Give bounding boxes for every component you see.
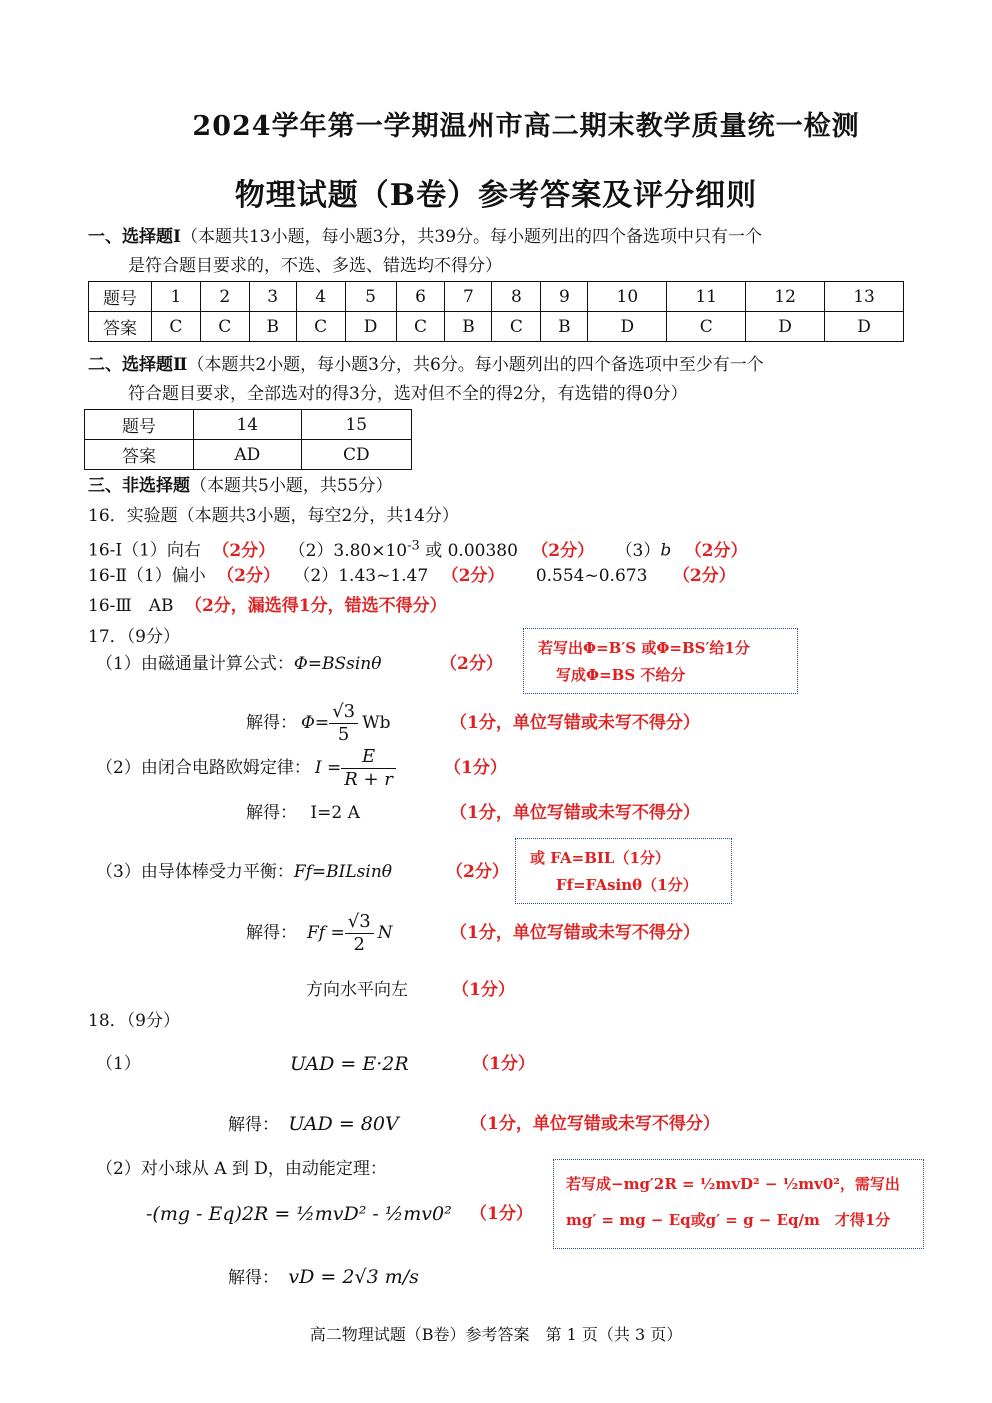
answer-cell: D xyxy=(345,312,396,342)
q16-part1-line xyxy=(88,535,748,562)
section1-heading: 一、选择题Ⅰ xyxy=(88,227,181,247)
q16-p2-score2: （2分） xyxy=(441,566,505,586)
q17-l3-text: （2）由闭合电路欧姆定律： xyxy=(96,758,311,778)
q16-p2-c: 0.554~0.673 xyxy=(535,566,648,586)
section2-heading: 二、选择题Ⅱ xyxy=(88,355,188,375)
row-label-answer: 答案 xyxy=(89,312,152,342)
question-number-cell: 7 xyxy=(445,282,492,312)
q17-l5-score: （2分） xyxy=(446,862,509,882)
q16-part2-line xyxy=(88,565,736,587)
q18-l1-score: （1分） xyxy=(472,1054,535,1074)
answer-cell: C xyxy=(200,312,249,342)
q17-l4-formula: I=2 A xyxy=(310,803,360,823)
table-row-questions xyxy=(85,410,412,440)
answer-cell: B xyxy=(249,312,296,342)
q17-box1-line1: 若写出Φ=B′S 或Φ=BS′给1分 xyxy=(538,639,750,657)
q17-l7-text: 方向水平向左 xyxy=(306,980,408,1000)
section2-desc-line1 xyxy=(88,354,764,376)
q17-line6 xyxy=(246,904,393,962)
q17-l1-score: （2分） xyxy=(440,654,503,674)
q17-l2-prefix: 解得： xyxy=(246,713,297,733)
question-number-cell: 3 xyxy=(249,282,296,312)
q18-l3-text: （2）对小球从 A 到 D，由动能定理： xyxy=(96,1159,387,1179)
q17-l4-prefix: 解得： xyxy=(246,803,297,823)
answer-cell: C xyxy=(296,312,345,342)
answer-cell: B xyxy=(541,312,588,342)
q16-p1-c-var: b xyxy=(660,540,672,561)
q17-line3 xyxy=(96,742,396,794)
q18-box3-line2: mg′ = mg − Eq或g′ = g − Eq/m 才得1分 xyxy=(566,1211,891,1229)
sub-title: 物理试题（B卷）参考答案及评分细则 xyxy=(234,178,758,213)
answer-cell: D xyxy=(588,312,667,342)
q18-line2 xyxy=(228,1113,399,1136)
question-number-cell: 4 xyxy=(296,282,345,312)
question-number-cell: 8 xyxy=(492,282,541,312)
q17-l2-fraction xyxy=(329,701,358,746)
q17-l3-I: I = xyxy=(314,758,342,778)
q18-note-box3 xyxy=(553,1159,924,1249)
q18-l1-formula: UAD = E·2R xyxy=(290,1053,409,1075)
q17-l6-fraction xyxy=(345,911,374,956)
q17-box2-line2: Ff=FAsinθ（1分） xyxy=(556,876,698,894)
q17-l6-den: 2 xyxy=(345,933,374,956)
section2-answer-table xyxy=(84,409,412,470)
section1-desc2: 是符合题目要求的，不选、多选、错选均不得分） xyxy=(128,256,502,276)
q17-l6-F: Ff = xyxy=(307,923,345,943)
table-row-answers xyxy=(85,440,412,470)
q16-p1-c: （3） xyxy=(615,540,661,561)
q16-p1-score3: （2分） xyxy=(684,540,748,561)
question-number-cell: 14 xyxy=(194,410,302,440)
question-number-cell: 15 xyxy=(301,410,411,440)
row-label-question: 题号 xyxy=(85,410,194,440)
q16-p2-score1: （2分） xyxy=(217,566,280,586)
answer-cell: AD xyxy=(194,440,302,470)
q17-l3-fraction xyxy=(341,746,396,791)
q17-l6-unit: N xyxy=(377,923,393,943)
q17-line4 xyxy=(246,802,360,824)
q18-l5-formula: vD = 2√3 m/s xyxy=(288,1266,419,1288)
q16-p1-label: 16-Ⅰ（1）向右 xyxy=(88,540,201,561)
q17-l2-phi: Φ= xyxy=(301,713,330,733)
q17-l2-num: √3 xyxy=(332,700,356,722)
q16-part3-line xyxy=(88,595,447,617)
answer-cell: D xyxy=(825,312,904,342)
section3-desc: （本题共5小题，共55分） xyxy=(190,476,393,496)
q17-line5 xyxy=(96,861,392,883)
question-number-cell: 10 xyxy=(588,282,667,312)
answer-cell: D xyxy=(746,312,825,342)
q16-p1-answer2 xyxy=(288,538,518,561)
q18-header: 18．（9分） xyxy=(88,1011,180,1031)
row-label-question: 题号 xyxy=(89,282,152,312)
q16-p1-score2: （2分） xyxy=(531,540,595,561)
q18-l2-score: （1分，单位写错或未写不得分） xyxy=(470,1114,720,1134)
q17-l1-formula: Φ=BSsinθ xyxy=(293,654,382,674)
q17-l2-unit: Wb xyxy=(362,713,391,733)
question-number-cell: 12 xyxy=(746,282,825,312)
q17-note-box1 xyxy=(523,628,798,694)
q16-p1-score1: （2分） xyxy=(212,540,276,561)
q17-l6-score: （1分，单位写错或未写不得分） xyxy=(450,923,700,943)
q17-line1 xyxy=(96,653,382,675)
q17-l3-den: R + r xyxy=(341,768,396,791)
question-number-cell: 6 xyxy=(396,282,445,312)
answer-cell: C xyxy=(492,312,541,342)
section2-desc2: 符合题目要求，全部选对的得3分，选对但不全的得2分，有选错的得0分） xyxy=(128,384,688,404)
q18-l5-prefix: 解得： xyxy=(228,1268,279,1288)
q16-intro: 16．实验题（本题共3小题，每空2分，共14分） xyxy=(88,506,459,526)
section1-desc-line1 xyxy=(88,226,762,248)
answer-cell: CD xyxy=(301,440,411,470)
question-number-cell: 13 xyxy=(825,282,904,312)
answer-cell: C xyxy=(667,312,746,342)
main-title: 2024学年第一学期温州市高二期末教学质量统一检测 xyxy=(192,111,860,142)
q16-p1-b-rest: 或 0.00380 xyxy=(419,540,518,561)
q16-p1-b-exp: -3 xyxy=(407,538,420,553)
q18-box3-line1: 若写成−mg′2R = ½mvD² − ½mv0²，需写出 xyxy=(566,1175,900,1193)
section3-heading: 三、非选择题 xyxy=(88,476,190,496)
q18-l2-prefix: 解得： xyxy=(228,1115,279,1135)
q17-l4-score: （1分，单位写错或未写不得分） xyxy=(450,803,700,823)
section1-desc1: （本题共13小题，每小题3分，共39分。每小题列出的四个备选项中只有一个 xyxy=(180,227,763,247)
q17-box1-line2: 写成Φ=BS 不给分 xyxy=(556,666,686,684)
section3-line xyxy=(88,475,392,497)
q17-header: 17．（9分） xyxy=(88,627,180,647)
q16-p3-score: （2分，漏选得1分，错选不得分） xyxy=(184,596,447,616)
q17-l2-score: （1分，单位写错或未写不得分） xyxy=(450,713,700,733)
section2-desc1: （本题共2小题，每小题3分，共6分。每小题列出的四个备选项中至少有一个 xyxy=(187,355,764,375)
table-row-answers xyxy=(89,312,904,342)
question-number-cell: 11 xyxy=(667,282,746,312)
q16-p3-label: 16-Ⅲ AB xyxy=(88,596,174,616)
q17-l3-score: （1分） xyxy=(444,758,507,778)
q17-box2-line1: 或 FA=BIL（1分） xyxy=(530,849,670,867)
row-label-answer: 答案 xyxy=(85,440,194,470)
q18-l4-formula: -(mg - Eq)2R = ½mvD² - ½mv0² xyxy=(146,1203,452,1225)
q18-l4-score: （1分） xyxy=(470,1204,533,1224)
q17-note-box2 xyxy=(515,838,732,904)
question-number-cell: 5 xyxy=(345,282,396,312)
section1-answer-table xyxy=(88,281,904,342)
answer-cell: C xyxy=(396,312,445,342)
q17-l7-score: （1分） xyxy=(452,980,515,1000)
q17-l6-num: √3 xyxy=(347,910,371,932)
q17-l3-num: E xyxy=(361,745,376,767)
q17-l6-prefix: 解得： xyxy=(246,923,297,943)
q16-p2-label: 16-Ⅱ（1）偏小 xyxy=(88,566,206,586)
question-number-cell: 2 xyxy=(200,282,249,312)
answer-cell: B xyxy=(445,312,492,342)
q17-l5-text: （3）由导体棒受力平衡： xyxy=(96,862,294,882)
q16-p2-b: （2）1.43~1.47 xyxy=(293,566,429,586)
question-number-cell: 9 xyxy=(541,282,588,312)
q16-p2-score3: （2分） xyxy=(672,566,736,586)
q18-l1-label: （1） xyxy=(96,1054,141,1074)
q17-l1-text: （1）由磁通量计算公式： xyxy=(96,654,294,674)
q18-l2-formula: UAD = 80V xyxy=(288,1113,399,1135)
answer-cell: C xyxy=(152,312,201,342)
table-row-questions xyxy=(89,282,904,312)
q17-l2-den: 5 xyxy=(329,723,358,746)
question-number-cell: 1 xyxy=(152,282,201,312)
page-footer: 高二物理试题（B卷）参考答案 第 1 页（共 3 页） xyxy=(309,1325,683,1344)
q17-l5-formula: Ff=BILsinθ xyxy=(293,862,393,882)
q18-line5 xyxy=(228,1266,419,1289)
q16-p1-b: （2）3.80×10 xyxy=(288,540,408,561)
